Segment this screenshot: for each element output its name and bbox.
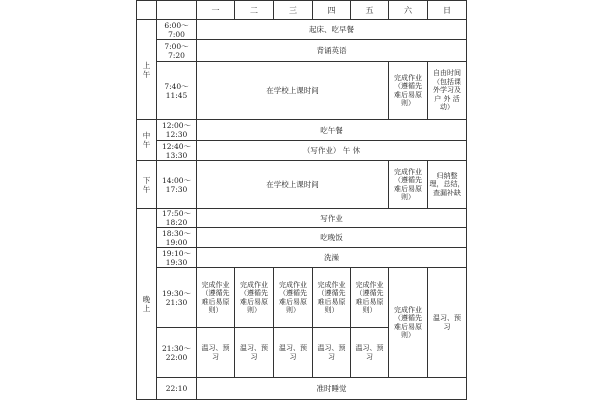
table-row bbox=[137, 268, 467, 328]
time-cell: 7:00～ 7:20 bbox=[157, 40, 197, 62]
day-header: 三 bbox=[274, 1, 313, 20]
table-row bbox=[137, 378, 467, 400]
period-noon: 中 午 bbox=[137, 120, 157, 161]
day-header: 日 bbox=[428, 1, 467, 20]
day-header: 六 bbox=[389, 1, 428, 20]
activity-cell: 完成作业 （遵循先 难后易原 则） bbox=[313, 268, 351, 328]
activity-cell: 温习、预 习 bbox=[274, 328, 313, 378]
table-row bbox=[137, 248, 467, 268]
activity-cell: 完成作业 （遵循先 难后易原 则） bbox=[197, 268, 235, 328]
table-row bbox=[137, 161, 467, 209]
activity-cell: 归纳整 理，总结， 查漏补缺 bbox=[428, 161, 467, 209]
activity-cell: 在学校上课时间 bbox=[197, 161, 389, 209]
table-row bbox=[137, 40, 467, 62]
activity-cell: 完成作业 （遵循先 难后易原 则） bbox=[351, 268, 389, 328]
activity-cell: 温习、预 习 bbox=[428, 268, 467, 378]
time-cell: 22:10 bbox=[157, 378, 197, 400]
period-evening: 晚 上 bbox=[137, 209, 157, 400]
activity-cell: 准时睡觉 bbox=[197, 378, 467, 400]
activity-cell: 自由时间 （包括课 外学习及 户 外 活 动） bbox=[428, 62, 467, 120]
activity-cell: 洗澡 bbox=[197, 248, 467, 268]
schedule-table bbox=[136, 0, 467, 400]
time-cell: 7:40～ 11:45 bbox=[157, 62, 197, 120]
activity-cell: （写作业） 午 休 bbox=[197, 141, 467, 161]
activity-cell: 完成作业 （遵循先 难后易原 则） bbox=[389, 268, 428, 378]
time-cell: 18:30～ 19:00 bbox=[157, 228, 197, 248]
activity-cell: 完成作业 （遵循先 难后易原 则） bbox=[274, 268, 313, 328]
activity-cell: 起床、吃早餐 bbox=[197, 20, 467, 40]
time-cell: 17:50～ 18:20 bbox=[157, 209, 197, 228]
time-cell: 6:00～ 7:00 bbox=[157, 20, 197, 40]
activity-cell: 温习、预 习 bbox=[351, 328, 389, 378]
header-row bbox=[137, 1, 467, 20]
time-cell: 19:10～ 19:30 bbox=[157, 248, 197, 268]
table-row bbox=[137, 20, 467, 40]
corner-cell bbox=[137, 1, 157, 20]
activity-cell: 完成作业 （遵循先 难后易原 则） bbox=[235, 268, 274, 328]
activity-cell: 写作业 bbox=[197, 209, 467, 228]
corner-cell-time bbox=[157, 1, 197, 20]
table-row bbox=[137, 62, 467, 120]
time-cell: 12:40～ 13:30 bbox=[157, 141, 197, 161]
activity-cell: 完成作业 （遵循先 难后易原 则） bbox=[389, 62, 428, 120]
activity-cell: 吃晚饭 bbox=[197, 228, 467, 248]
activity-cell: 完成作业 （遵循先 难后易原 则） bbox=[389, 161, 428, 209]
table-row bbox=[137, 120, 467, 141]
table-row bbox=[137, 141, 467, 161]
table-row bbox=[137, 228, 467, 248]
time-cell: 21:30～ 22:00 bbox=[157, 328, 197, 378]
day-header: 一 bbox=[197, 1, 235, 20]
activity-cell: 背诵英语 bbox=[197, 40, 467, 62]
activity-cell: 温习、预 习 bbox=[197, 328, 235, 378]
time-cell: 12:00～ 12:30 bbox=[157, 120, 197, 141]
time-cell: 19:30～ 21:30 bbox=[157, 268, 197, 328]
activity-cell: 温习、预 习 bbox=[313, 328, 351, 378]
time-cell: 14:00～ 17:30 bbox=[157, 161, 197, 209]
activity-cell: 温习、预 习 bbox=[235, 328, 274, 378]
day-header: 五 bbox=[351, 1, 389, 20]
day-header: 四 bbox=[313, 1, 351, 20]
day-header: 二 bbox=[235, 1, 274, 20]
period-morning: 上 午 bbox=[137, 20, 157, 120]
activity-cell: 吃午餐 bbox=[197, 120, 467, 141]
table-row bbox=[137, 209, 467, 228]
activity-cell: 在学校上课时间 bbox=[197, 62, 389, 120]
period-afternoon: 下 午 bbox=[137, 161, 157, 209]
